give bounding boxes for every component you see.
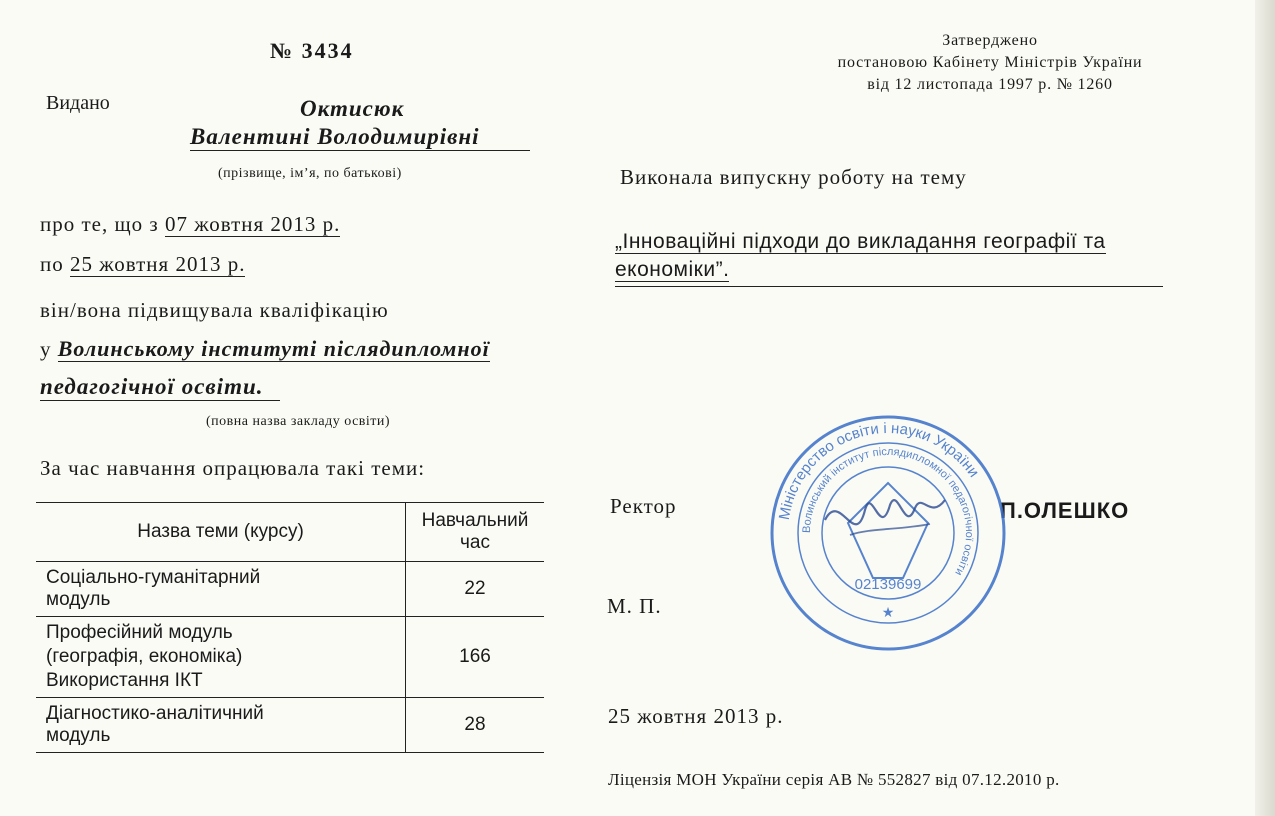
hours-cell: 28 bbox=[406, 698, 545, 753]
date-to-row bbox=[40, 252, 245, 277]
stamp-place-label: М. П. bbox=[607, 594, 662, 618]
date-from-row bbox=[40, 212, 340, 237]
institution-hint: (повна назва закладу освіти) bbox=[206, 414, 391, 429]
rector-name: П.ОЛЕШКО bbox=[1000, 498, 1130, 523]
rector-signature bbox=[820, 480, 950, 560]
rector-label: Ректор bbox=[610, 494, 677, 518]
topic-line: модуль bbox=[46, 725, 111, 746]
hours-cell: 166 bbox=[406, 617, 545, 698]
stamp-outer-textpath: Міністерство освіти і науки України bbox=[775, 419, 983, 522]
date-to: 25 жовтня 2013 р. bbox=[70, 252, 246, 276]
stamp-star-icon: ★ bbox=[881, 606, 895, 621]
topic-line: Професійний модуль bbox=[46, 622, 233, 643]
topic-cell bbox=[36, 617, 406, 698]
table-row bbox=[36, 698, 544, 753]
qualification-text: він/вона підвищувала кваліфікацію bbox=[40, 298, 389, 322]
table-row bbox=[36, 617, 544, 698]
license-text: Ліцензія МОН України серія АВ № 552827 від 07.12.2010 р. bbox=[608, 770, 1060, 789]
topic-cell bbox=[36, 698, 406, 753]
stamp-inner-textpath: Волинський інститут післядипломної педагогічної освіти bbox=[800, 445, 976, 578]
approval-line-1: Затверджено bbox=[942, 32, 1038, 49]
topic-column-header: Назва теми (курсу) bbox=[137, 521, 304, 542]
issue-date: 25 жовтня 2013 р. bbox=[608, 704, 784, 728]
recipient-name-line bbox=[190, 124, 530, 151]
topics-table bbox=[36, 502, 544, 753]
hours-column-header: Навчальний час bbox=[406, 503, 545, 562]
approval-line-2: постановою Кабінету Міністрів України bbox=[837, 54, 1143, 71]
date-from: 07 жовтня 2013 р. bbox=[164, 212, 341, 236]
table-row bbox=[36, 562, 544, 617]
approval-block bbox=[780, 30, 1200, 96]
date-from-prefix: про те, що з bbox=[40, 212, 165, 236]
recipient-hint: (прізвище, ім’я, по батькові) bbox=[218, 166, 402, 181]
topic-line: (географія, економіка) bbox=[46, 646, 243, 667]
table-header-row bbox=[36, 503, 544, 562]
institution-name-2: педагогічної освіти. bbox=[40, 374, 280, 401]
topics-intro: За час навчання опрацювала такі теми: bbox=[40, 456, 426, 480]
institution-prefix: у bbox=[40, 337, 58, 361]
paper-edge bbox=[1255, 0, 1275, 816]
topic-line: Використання ІКТ bbox=[46, 670, 203, 691]
thesis-title-block bbox=[615, 228, 1163, 284]
topic-line: Діагностико-аналітичний bbox=[46, 703, 264, 724]
institution-name-1: Волинському інституті післядипломної bbox=[57, 336, 490, 361]
date-to-prefix: по bbox=[40, 252, 70, 276]
stamp-code: 02139699 bbox=[854, 576, 922, 593]
certificate-number: № 3434 bbox=[270, 38, 354, 63]
hours-cell: 22 bbox=[406, 562, 545, 617]
recipient-surname: Октисюк bbox=[300, 96, 405, 121]
topic-line: Соціально-гуманітарний bbox=[46, 567, 261, 588]
recipient-name: Валентині Володимирівні bbox=[190, 124, 480, 149]
topic-cell bbox=[36, 562, 406, 617]
thesis-title: „Інноваційні підходи до викладання географії та економіки”. bbox=[615, 230, 1106, 281]
thesis-intro: Виконала випускну роботу на тему bbox=[620, 165, 967, 189]
thesis-underline bbox=[615, 286, 1163, 287]
issued-label: Видано bbox=[46, 92, 110, 114]
approval-line-3: від 12 листопада 1997 р. № 1260 bbox=[867, 76, 1113, 93]
topic-line: модуль bbox=[46, 589, 111, 610]
institution-line-1 bbox=[40, 336, 490, 362]
